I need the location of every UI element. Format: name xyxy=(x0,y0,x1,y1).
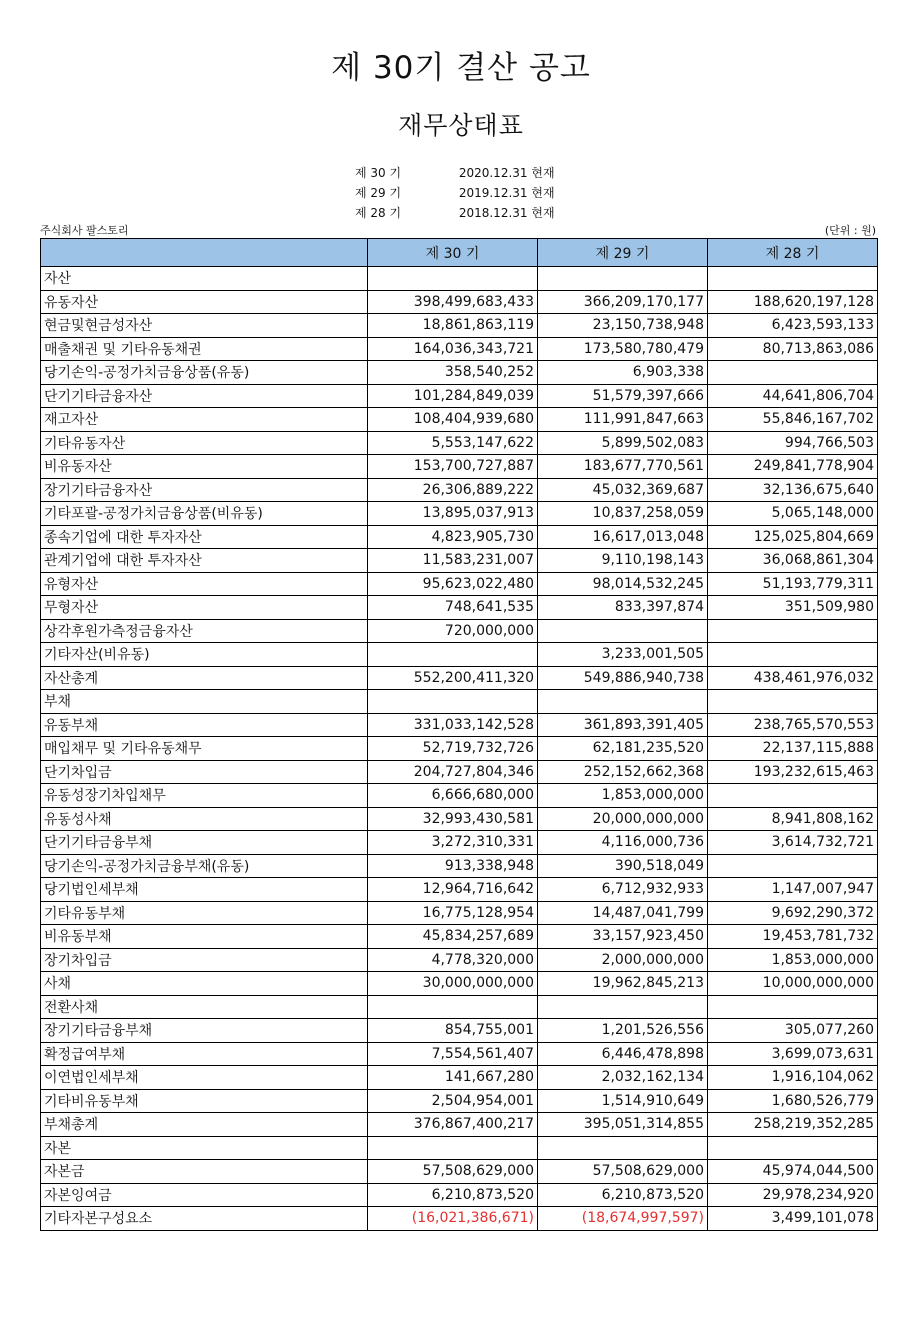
amount-cell: 1,680,526,779 xyxy=(708,1089,878,1113)
table-row xyxy=(41,572,878,596)
amount-cell: 351,509,980 xyxy=(708,596,878,620)
account-name: 기타포괄-공정가치금융상품(비유동) xyxy=(41,502,368,526)
account-name: 유동자산 xyxy=(41,290,368,314)
amount-cell: 1,201,526,556 xyxy=(538,1019,708,1043)
account-name: 자본 xyxy=(41,1136,368,1160)
header-period-30: 제 30 기 xyxy=(368,239,538,267)
account-name: 기타자산(비유동) xyxy=(41,643,368,667)
amount-cell: 9,692,290,372 xyxy=(708,901,878,925)
amount-cell: 20,000,000,000 xyxy=(538,807,708,831)
amount-cell xyxy=(368,267,538,291)
table-row xyxy=(41,948,878,972)
amount-cell: 238,765,570,553 xyxy=(708,713,878,737)
amount-cell: 57,508,629,000 xyxy=(538,1160,708,1184)
table-row xyxy=(41,901,878,925)
table-row xyxy=(41,1160,878,1184)
table-row xyxy=(41,972,878,996)
amount-cell xyxy=(538,1136,708,1160)
amount-cell: 23,150,738,948 xyxy=(538,314,708,338)
account-name: 재고자산 xyxy=(41,408,368,432)
table-row xyxy=(41,666,878,690)
amount-cell xyxy=(708,995,878,1019)
table-row xyxy=(41,784,878,808)
table-row xyxy=(41,619,878,643)
amount-cell: 1,147,007,947 xyxy=(708,878,878,902)
period-label: 제 29 기 xyxy=(355,186,402,200)
account-name: 부채총계 xyxy=(41,1113,368,1137)
amount-cell: 331,033,142,528 xyxy=(368,713,538,737)
account-name: 단기기타금융자산 xyxy=(41,384,368,408)
table-row xyxy=(41,1207,878,1231)
table-body xyxy=(41,267,878,1231)
amount-cell: 3,614,732,721 xyxy=(708,831,878,855)
amount-cell: 358,540,252 xyxy=(368,361,538,385)
amount-cell xyxy=(368,643,538,667)
amount-cell: 4,778,320,000 xyxy=(368,948,538,972)
amount-cell: 108,404,939,680 xyxy=(368,408,538,432)
account-name: 기타유동자산 xyxy=(41,431,368,455)
account-name: 자산 xyxy=(41,267,368,291)
table-row xyxy=(41,1089,878,1113)
amount-cell: 720,000,000 xyxy=(368,619,538,643)
header-account xyxy=(41,239,368,267)
amount-cell: 101,284,849,039 xyxy=(368,384,538,408)
account-name: 비유동부채 xyxy=(41,925,368,949)
amount-cell xyxy=(708,361,878,385)
table-row xyxy=(41,760,878,784)
amount-cell: 32,993,430,581 xyxy=(368,807,538,831)
table-row xyxy=(41,854,878,878)
table-row xyxy=(41,713,878,737)
amount-cell: 8,941,808,162 xyxy=(708,807,878,831)
table-row xyxy=(41,384,878,408)
period-list xyxy=(355,163,555,223)
balance-sheet-table xyxy=(40,238,878,1231)
account-name: 장기기타금융자산 xyxy=(41,478,368,502)
account-name: 현금및현금성자산 xyxy=(41,314,368,338)
amount-cell: 6,712,932,933 xyxy=(538,878,708,902)
account-name: 매입채무 및 기타유동채무 xyxy=(41,737,368,761)
amount-cell: 748,641,535 xyxy=(368,596,538,620)
amount-cell xyxy=(538,995,708,1019)
amount-cell: (16,021,386,671) xyxy=(368,1207,538,1231)
period-label: 제 30 기 xyxy=(355,166,402,180)
amount-cell xyxy=(538,619,708,643)
amount-cell: 62,181,235,520 xyxy=(538,737,708,761)
amount-cell xyxy=(368,995,538,1019)
account-name: 유동부채 xyxy=(41,713,368,737)
amount-cell: 26,306,889,222 xyxy=(368,478,538,502)
amount-cell: 1,853,000,000 xyxy=(708,948,878,972)
amount-cell: 249,841,778,904 xyxy=(708,455,878,479)
account-name: 확정급여부채 xyxy=(41,1042,368,1066)
amount-cell: 164,036,343,721 xyxy=(368,337,538,361)
amount-cell: 153,700,727,887 xyxy=(368,455,538,479)
amount-cell: 55,846,167,702 xyxy=(708,408,878,432)
period-label: 제 28 기 xyxy=(355,206,402,220)
period-row xyxy=(355,163,555,183)
table-row xyxy=(41,408,878,432)
table-row xyxy=(41,361,878,385)
table-row xyxy=(41,690,878,714)
amount-cell: 2,504,954,001 xyxy=(368,1089,538,1113)
account-name: 매출채권 및 기타유동채권 xyxy=(41,337,368,361)
account-name: 무형자산 xyxy=(41,596,368,620)
company-name: 주식회사 팔스토리 xyxy=(40,224,129,237)
amount-cell: 45,032,369,687 xyxy=(538,478,708,502)
amount-cell: 45,974,044,500 xyxy=(708,1160,878,1184)
table-row xyxy=(41,1019,878,1043)
amount-cell: 5,065,148,000 xyxy=(708,502,878,526)
period-date: 2020.12.31 현재 xyxy=(458,166,555,180)
amount-cell: 3,499,101,078 xyxy=(708,1207,878,1231)
amount-cell: 552,200,411,320 xyxy=(368,666,538,690)
table-row xyxy=(41,1183,878,1207)
amount-cell xyxy=(708,1136,878,1160)
account-name: 기타비유동부채 xyxy=(41,1089,368,1113)
amount-cell: 173,580,780,479 xyxy=(538,337,708,361)
amount-cell: 252,152,662,368 xyxy=(538,760,708,784)
amount-cell xyxy=(708,643,878,667)
amount-cell: 4,116,000,736 xyxy=(538,831,708,855)
account-name: 유동성사채 xyxy=(41,807,368,831)
amount-cell: 5,553,147,622 xyxy=(368,431,538,455)
amount-cell: 5,899,502,083 xyxy=(538,431,708,455)
header-period-29: 제 29 기 xyxy=(538,239,708,267)
table-row xyxy=(41,549,878,573)
amount-cell: 9,110,198,143 xyxy=(538,549,708,573)
account-name: 장기기타금융부채 xyxy=(41,1019,368,1043)
unit-label: (단위 : 원) xyxy=(824,224,876,237)
amount-cell: 125,025,804,669 xyxy=(708,525,878,549)
amount-cell: 395,051,314,855 xyxy=(538,1113,708,1137)
table-row xyxy=(41,737,878,761)
amount-cell: 12,964,716,642 xyxy=(368,878,538,902)
account-name: 종속기업에 대한 투자자산 xyxy=(41,525,368,549)
amount-cell: 2,000,000,000 xyxy=(538,948,708,972)
amount-cell: 22,137,115,888 xyxy=(708,737,878,761)
amount-cell: 16,775,128,954 xyxy=(368,901,538,925)
amount-cell: 44,641,806,704 xyxy=(708,384,878,408)
table-row xyxy=(41,1042,878,1066)
amount-cell: 36,068,861,304 xyxy=(708,549,878,573)
table-row xyxy=(41,478,878,502)
table-row xyxy=(41,1136,878,1160)
amount-cell xyxy=(708,784,878,808)
table-row xyxy=(41,807,878,831)
table-row xyxy=(41,995,878,1019)
amount-cell: 994,766,503 xyxy=(708,431,878,455)
amount-cell: 258,219,352,285 xyxy=(708,1113,878,1137)
header-period-28: 제 28 기 xyxy=(708,239,878,267)
amount-cell: (18,674,997,597) xyxy=(538,1207,708,1231)
table-row xyxy=(41,831,878,855)
amount-cell: 3,699,073,631 xyxy=(708,1042,878,1066)
amount-cell: 18,861,863,119 xyxy=(368,314,538,338)
table-row xyxy=(41,267,878,291)
account-name: 단기기타금융부채 xyxy=(41,831,368,855)
table-row xyxy=(41,525,878,549)
table-row xyxy=(41,314,878,338)
account-name: 기타유동부채 xyxy=(41,901,368,925)
amount-cell: 11,583,231,007 xyxy=(368,549,538,573)
table-row xyxy=(41,502,878,526)
amount-cell: 4,823,905,730 xyxy=(368,525,538,549)
account-name: 유동성장기차입채무 xyxy=(41,784,368,808)
table-row xyxy=(41,1066,878,1090)
account-name: 비유동자산 xyxy=(41,455,368,479)
period-row xyxy=(355,183,555,203)
amount-cell: 141,667,280 xyxy=(368,1066,538,1090)
amount-cell xyxy=(368,690,538,714)
amount-cell: 376,867,400,217 xyxy=(368,1113,538,1137)
amount-cell: 913,338,948 xyxy=(368,854,538,878)
account-name: 당기손익-공정가치금융상품(유동) xyxy=(41,361,368,385)
account-name: 장기차입금 xyxy=(41,948,368,972)
table-row xyxy=(41,337,878,361)
amount-cell: 1,916,104,062 xyxy=(708,1066,878,1090)
amount-cell: 6,210,873,520 xyxy=(538,1183,708,1207)
amount-cell: 16,617,013,048 xyxy=(538,525,708,549)
amount-cell: 19,453,781,732 xyxy=(708,925,878,949)
account-name: 유형자산 xyxy=(41,572,368,596)
account-name: 단기차입금 xyxy=(41,760,368,784)
amount-cell: 32,136,675,640 xyxy=(708,478,878,502)
amount-cell: 111,991,847,663 xyxy=(538,408,708,432)
amount-cell: 19,962,845,213 xyxy=(538,972,708,996)
amount-cell: 6,903,338 xyxy=(538,361,708,385)
amount-cell: 183,677,770,561 xyxy=(538,455,708,479)
amount-cell xyxy=(538,690,708,714)
table-row xyxy=(41,1113,878,1137)
amount-cell: 33,157,923,450 xyxy=(538,925,708,949)
amount-cell: 3,272,310,331 xyxy=(368,831,538,855)
table-row xyxy=(41,455,878,479)
table-header-row xyxy=(41,239,878,267)
amount-cell xyxy=(368,1136,538,1160)
amount-cell: 52,719,732,726 xyxy=(368,737,538,761)
account-name: 관계기업에 대한 투자자산 xyxy=(41,549,368,573)
amount-cell: 80,713,863,086 xyxy=(708,337,878,361)
period-date: 2018.12.31 현재 xyxy=(458,206,555,220)
account-name: 부채 xyxy=(41,690,368,714)
account-name: 기타자본구성요소 xyxy=(41,1207,368,1231)
table-row xyxy=(41,596,878,620)
amount-cell: 10,000,000,000 xyxy=(708,972,878,996)
amount-cell: 1,853,000,000 xyxy=(538,784,708,808)
document-title: 제 30기 결산 공고 xyxy=(331,50,591,86)
amount-cell: 10,837,258,059 xyxy=(538,502,708,526)
period-date: 2019.12.31 현재 xyxy=(458,186,555,200)
amount-cell: 438,461,976,032 xyxy=(708,666,878,690)
table-row xyxy=(41,290,878,314)
amount-cell: 30,000,000,000 xyxy=(368,972,538,996)
amount-cell xyxy=(708,854,878,878)
amount-cell: 45,834,257,689 xyxy=(368,925,538,949)
account-name: 자본금 xyxy=(41,1160,368,1184)
amount-cell: 51,579,397,666 xyxy=(538,384,708,408)
amount-cell: 6,423,593,133 xyxy=(708,314,878,338)
amount-cell: 1,514,910,649 xyxy=(538,1089,708,1113)
amount-cell: 6,446,478,898 xyxy=(538,1042,708,1066)
amount-cell: 398,499,683,433 xyxy=(368,290,538,314)
amount-cell: 366,209,170,177 xyxy=(538,290,708,314)
table-row xyxy=(41,925,878,949)
amount-cell: 204,727,804,346 xyxy=(368,760,538,784)
account-name: 당기법인세부채 xyxy=(41,878,368,902)
amount-cell: 98,014,532,245 xyxy=(538,572,708,596)
amount-cell: 2,032,162,134 xyxy=(538,1066,708,1090)
table-row xyxy=(41,878,878,902)
amount-cell: 833,397,874 xyxy=(538,596,708,620)
account-name: 상각후원가측정금융자산 xyxy=(41,619,368,643)
amount-cell xyxy=(538,267,708,291)
account-name: 자본잉여금 xyxy=(41,1183,368,1207)
account-name: 전환사채 xyxy=(41,995,368,1019)
amount-cell: 6,666,680,000 xyxy=(368,784,538,808)
table-row xyxy=(41,431,878,455)
account-name: 이연법인세부채 xyxy=(41,1066,368,1090)
account-name: 당기손익-공정가치금융부채(유동) xyxy=(41,854,368,878)
amount-cell xyxy=(708,690,878,714)
amount-cell: 305,077,260 xyxy=(708,1019,878,1043)
amount-cell: 3,233,001,505 xyxy=(538,643,708,667)
account-name: 사채 xyxy=(41,972,368,996)
amount-cell xyxy=(708,619,878,643)
amount-cell: 7,554,561,407 xyxy=(368,1042,538,1066)
amount-cell: 361,893,391,405 xyxy=(538,713,708,737)
table-row xyxy=(41,643,878,667)
amount-cell xyxy=(708,267,878,291)
amount-cell: 14,487,041,799 xyxy=(538,901,708,925)
amount-cell: 51,193,779,311 xyxy=(708,572,878,596)
amount-cell: 6,210,873,520 xyxy=(368,1183,538,1207)
amount-cell: 854,755,001 xyxy=(368,1019,538,1043)
amount-cell: 193,232,615,463 xyxy=(708,760,878,784)
account-name: 자산총계 xyxy=(41,666,368,690)
amount-cell: 57,508,629,000 xyxy=(368,1160,538,1184)
period-row xyxy=(355,203,555,223)
amount-cell: 390,518,049 xyxy=(538,854,708,878)
amount-cell: 13,895,037,913 xyxy=(368,502,538,526)
amount-cell: 95,623,022,480 xyxy=(368,572,538,596)
amount-cell: 549,886,940,738 xyxy=(538,666,708,690)
statement-title: 재무상태표 xyxy=(398,111,524,140)
amount-cell: 29,978,234,920 xyxy=(708,1183,878,1207)
amount-cell: 188,620,197,128 xyxy=(708,290,878,314)
